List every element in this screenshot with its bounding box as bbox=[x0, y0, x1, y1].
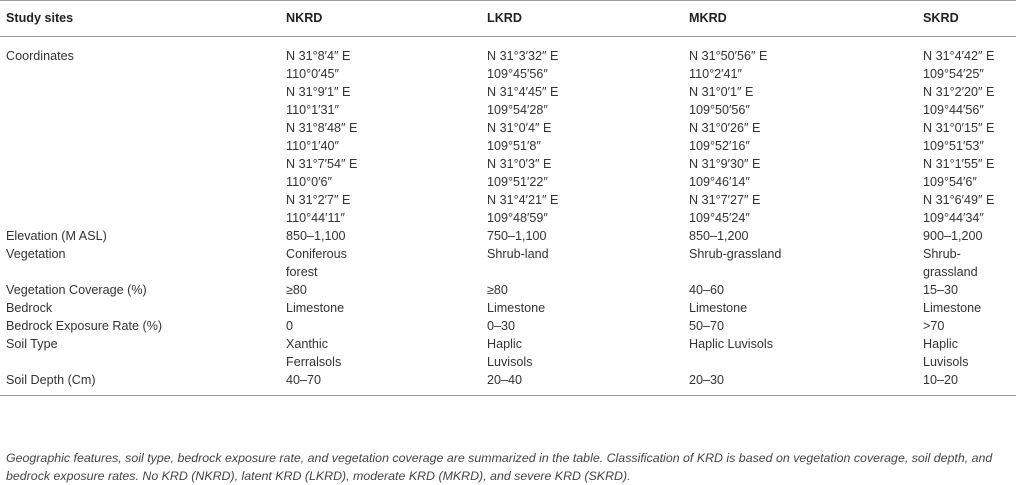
cell-text: Haplic Luvisols bbox=[689, 337, 773, 351]
table-cell bbox=[280, 281, 481, 299]
table-cell bbox=[481, 245, 683, 281]
coordinate-line: 109°46′14″ bbox=[689, 175, 750, 189]
coordinate-line: N 31°7′54″ E bbox=[286, 157, 358, 171]
cell-text: forest bbox=[286, 265, 318, 279]
table-caption: Geographic features, soil type, bedrock exposure rate, and vegetation coverage are summarized in the table. Classification of KRD is based on vegetation coverage, soil depth, and bedrock exposure rates. No KRD (NKRD), latent KRD (LKRD), moderate KRD (MKRD), and severe KRD (SKRD). bbox=[6, 451, 993, 484]
table-cell bbox=[481, 227, 683, 245]
table-cell bbox=[280, 317, 481, 335]
coordinate-line: N 31°2′7″ E bbox=[286, 193, 351, 207]
cell-text: 900–1,200 bbox=[923, 229, 983, 243]
table-cell bbox=[280, 227, 481, 245]
header-mkrd: MKRD bbox=[689, 11, 727, 25]
row-label: Soil Type bbox=[6, 337, 58, 351]
table-cell bbox=[917, 317, 1016, 335]
coordinate-line: N 31°4′21″ E bbox=[487, 193, 559, 207]
table-cell bbox=[481, 371, 683, 396]
table-cell bbox=[917, 299, 1016, 317]
table-cell bbox=[683, 227, 917, 245]
coordinate-line: N 31°7′27″ E bbox=[689, 193, 761, 207]
coordinate-line: N 31°0′15″ E bbox=[923, 121, 995, 135]
table-row-bedrock-exposure bbox=[0, 317, 1016, 335]
header-study-sites: Study sites bbox=[6, 11, 74, 25]
cell-text: 40–70 bbox=[286, 373, 322, 387]
coordinate-line: 109°54′6″ bbox=[923, 175, 977, 189]
coordinate-line: N 31°0′3″ E bbox=[487, 157, 552, 171]
cell-text: Xanthic bbox=[286, 337, 329, 351]
cell-text: Coniferous bbox=[286, 247, 347, 261]
row-label: Bedrock Exposure Rate (%) bbox=[6, 319, 163, 333]
row-label: Soil Depth (Cm) bbox=[6, 373, 96, 387]
table-header-row bbox=[0, 1, 1016, 37]
coordinate-line: 109°52′16″ bbox=[689, 139, 750, 153]
coordinates-skrd-cell bbox=[917, 37, 1016, 228]
table-cell bbox=[280, 335, 481, 371]
row-label: Elevation (M ASL) bbox=[6, 229, 107, 243]
coordinate-line: N 31°8′48″ E bbox=[286, 121, 358, 135]
cell-text: 850–1,100 bbox=[286, 229, 346, 243]
cell-text: Luvisols bbox=[923, 355, 969, 369]
coordinate-line: N 31°0′26″ E bbox=[689, 121, 761, 135]
coordinate-line: N 31°9′1″ E bbox=[286, 85, 351, 99]
coordinate-line: 110°1′31″ bbox=[286, 103, 339, 117]
cell-text: ≥80 bbox=[286, 283, 307, 297]
cell-text: Limestone bbox=[923, 301, 982, 315]
cell-text: Limestone bbox=[286, 301, 345, 315]
row-label: Bedrock bbox=[6, 301, 53, 315]
coordinate-line: N 31°4′42″ E bbox=[923, 49, 995, 63]
table-cell bbox=[917, 245, 1016, 281]
cell-text: 20–40 bbox=[487, 373, 523, 387]
cell-text: Limestone bbox=[487, 301, 546, 315]
table-cell bbox=[481, 281, 683, 299]
cell-text: Limestone bbox=[689, 301, 748, 315]
cell-text: Haplic bbox=[487, 337, 522, 351]
row-label: Coordinates bbox=[6, 49, 74, 63]
table-cell bbox=[683, 245, 917, 281]
coordinates-mkrd-cell bbox=[683, 37, 917, 228]
header-nkrd: NKRD bbox=[286, 11, 323, 25]
coordinate-line: N 31°3′32″ E bbox=[487, 49, 559, 63]
coordinate-line: 110°0′6″ bbox=[286, 175, 332, 189]
coordinate-line: N 31°9′30″ E bbox=[689, 157, 761, 171]
coordinate-line: 109°44′56″ bbox=[923, 103, 984, 117]
table-cell bbox=[481, 317, 683, 335]
coordinate-line: 109°54′28″ bbox=[487, 103, 548, 117]
cell-text: Shrub-land bbox=[487, 247, 549, 261]
row-label: Vegetation bbox=[6, 247, 66, 261]
cell-text: Shrub- bbox=[923, 247, 961, 261]
table-cell bbox=[683, 335, 917, 371]
coordinate-line: N 31°4′45″ E bbox=[487, 85, 559, 99]
coordinate-line: 109°54′25″ bbox=[923, 67, 984, 81]
table-cell bbox=[481, 299, 683, 317]
coordinate-line: N 31°1′55″ E bbox=[923, 157, 995, 171]
cell-text: >70 bbox=[923, 319, 945, 333]
table-row-soil-type bbox=[0, 335, 1016, 371]
table-row-soil-depth bbox=[0, 371, 1016, 396]
coordinates-lkrd-cell bbox=[481, 37, 683, 228]
coordinate-line: 110°1′40″ bbox=[286, 139, 339, 153]
table-cell bbox=[917, 371, 1016, 396]
coordinate-line: N 31°0′4″ E bbox=[487, 121, 552, 135]
cell-text: 15–30 bbox=[923, 283, 959, 297]
cell-text: 50–70 bbox=[689, 319, 725, 333]
table-cell bbox=[280, 299, 481, 317]
coordinate-line: N 31°50′56″ E bbox=[689, 49, 768, 63]
table-row-vegetation bbox=[0, 245, 1016, 281]
coordinate-line: 109°51′53″ bbox=[923, 139, 984, 153]
header-skrd: SKRD bbox=[923, 11, 959, 25]
cell-text: Luvisols bbox=[487, 355, 533, 369]
cell-text: 20–30 bbox=[689, 373, 725, 387]
table-cell bbox=[683, 299, 917, 317]
coordinate-line: 110°2′41″ bbox=[689, 67, 742, 81]
cell-text: 750–1,100 bbox=[487, 229, 547, 243]
coordinate-line: 110°0′45″ bbox=[286, 67, 339, 81]
coordinate-line: 109°45′24″ bbox=[689, 211, 750, 225]
table-cell bbox=[917, 227, 1016, 245]
cell-text: 40–60 bbox=[689, 283, 725, 297]
coordinate-line: N 31°0′1″ E bbox=[689, 85, 754, 99]
cell-text: 0 bbox=[286, 319, 294, 333]
cell-text: Shrub-grassland bbox=[689, 247, 782, 261]
coordinate-line: N 31°6′49″ E bbox=[923, 193, 995, 207]
cell-text: Ferralsols bbox=[286, 355, 342, 369]
coordinate-line: 109°45′56″ bbox=[487, 67, 548, 81]
table-cell bbox=[917, 281, 1016, 299]
cell-text: 850–1,200 bbox=[689, 229, 749, 243]
table-row-elevation bbox=[0, 227, 1016, 245]
table-cell bbox=[280, 371, 481, 396]
coordinate-line: 110°44′11″ bbox=[286, 211, 346, 225]
table-row-bedrock bbox=[0, 299, 1016, 317]
cell-text: Haplic bbox=[923, 337, 958, 351]
table-cell bbox=[683, 317, 917, 335]
coordinate-line: 109°48′59″ bbox=[487, 211, 548, 225]
cell-text: 0–30 bbox=[487, 319, 516, 333]
table-cell bbox=[683, 281, 917, 299]
coordinate-line: 109°51′22″ bbox=[487, 175, 548, 189]
cell-text: ≥80 bbox=[487, 283, 508, 297]
row-label: Vegetation Coverage (%) bbox=[6, 283, 147, 297]
coordinate-line: 109°44′34″ bbox=[923, 211, 984, 225]
coordinates-nkrd-cell bbox=[280, 37, 481, 228]
coordinate-line: 109°51′8″ bbox=[487, 139, 541, 153]
table-cell bbox=[917, 335, 1016, 371]
table-row-vegetation-coverage bbox=[0, 281, 1016, 299]
table-row-coordinates bbox=[0, 37, 1016, 228]
table-cell bbox=[481, 335, 683, 371]
cell-text: 10–20 bbox=[923, 373, 959, 387]
coordinate-line: N 31°8′4″ E bbox=[286, 49, 351, 63]
header-lkrd: LKRD bbox=[487, 11, 522, 25]
table-cell bbox=[683, 371, 917, 396]
cell-text: grassland bbox=[923, 265, 978, 279]
table-cell bbox=[280, 245, 481, 281]
coordinate-line: 109°50′56″ bbox=[689, 103, 750, 117]
coordinate-line: N 31°2′20″ E bbox=[923, 85, 995, 99]
